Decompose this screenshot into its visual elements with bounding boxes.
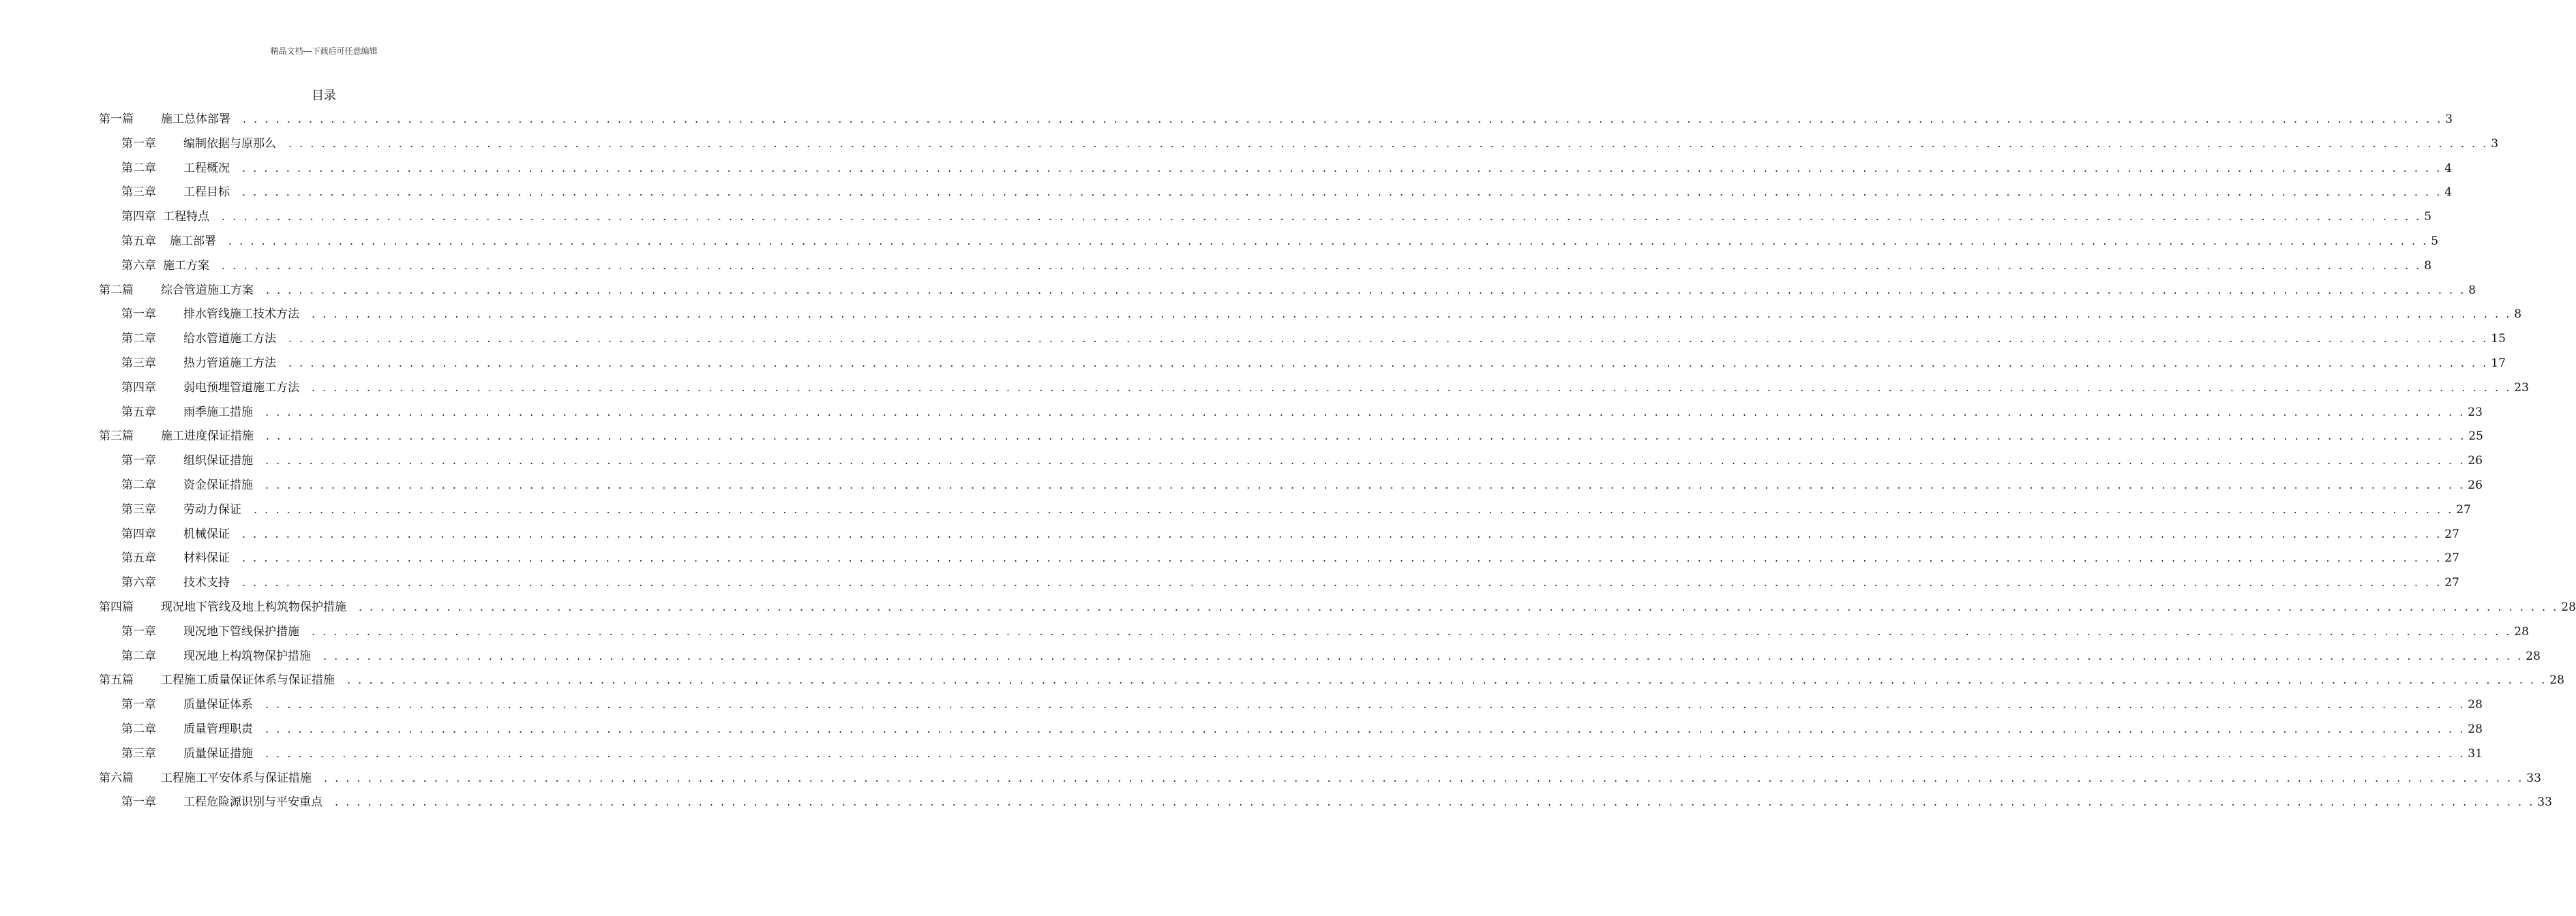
toc-entry-number: 第五章 [121,234,156,248]
toc-entry-title: 机械保证 [183,527,230,541]
toc-chapter-entry[interactable] [121,522,2459,547]
toc-leader-dots: . . . . . . . . . . . . . . . . . . . . . . . . . . . . . . . . . . . . . . . . . . . . . . . . . . . . . . . . . . . . . . . . . . . . . . . . . . . . . . . . . . . . . . . . . . . . . . . . . . . . . . . . . . . . . . . . . . . . . . . . . . . . . . . . . . . . . . . . . . . . . . . . . . . . . . . . . . . . . . . . . . . . . . . . . . . . . . . . . . . . . . . . . . . . . . . . . . . . . . . . [324,771,2524,784]
toc-part-entry[interactable] [99,424,2483,448]
toc-leader-dots: . . . . . . . . . . . . . . . . . . . . . . . . . . . . . . . . . . . . . . . . . . . . . . . . . . . . . . . . . . . . . . . . . . . . . . . . . . . . . . . . . . . . . . . . . . . . . . . . . . . . . . . . . . . . . . . . . . . . . . . . . . . . . . . . . . . . . . . . . . . . . . . . . . . . . . . . . . . . . . . . . . . . . . . . . . . . . . . . . . . . . . . . . . . . . . . . . . . . . . . . [265,478,2466,491]
toc-chapter-entry[interactable] [121,717,2483,742]
toc-page-number: 27 [2444,527,2459,541]
toc-chapter-entry[interactable] [121,156,2453,181]
toc-leader-dots: . . . . . . . . . . . . . . . . . . . . . . . . . . . . . . . . . . . . . . . . . . . . . . . . . . . . . . . . . . . . . . . . . . . . . . . . . . . . . . . . . . . . . . . . . . . . . . . . . . . . . . . . . . . . . . . . . . . . . . . . . . . . . . . . . . . . . . . . . . . . . . . . . . . . . . . . . . . . . . . . . . . . . . . . . . . . . . . . . . . . . . . . . . . . . . . . . . . . . . . . [312,624,2512,638]
toc-page-number: 8 [2424,258,2432,273]
toc-part-entry[interactable] [99,668,2564,692]
toc-entry-number: 第三篇 [99,429,134,444]
toc-leader-dots: . . . . . . . . . . . . . . . . . . . . . . . . . . . . . . . . . . . . . . . . . . . . . . . . . . . . . . . . . . . . . . . . . . . . . . . . . . . . . . . . . . . . . . . . . . . . . . . . . . . . . . . . . . . . . . . . . . . . . . . . . . . . . . . . . . . . . . . . . . . . . . . . . . . . . . . . . . . . . . . . . . . . . . . . . . . . . . . . . . . . . . . . . . . . . . . . . . . . . . . . [242,527,2442,540]
toc-entry-title: 组织保证措施 [183,454,253,468]
toc-leader-dots: . . . . . . . . . . . . . . . . . . . . . . . . . . . . . . . . . . . . . . . . . . . . . . . . . . . . . . . . . . . . . . . . . . . . . . . . . . . . . . . . . . . . . . . . . . . . . . . . . . . . . . . . . . . . . . . . . . . . . . . . . . . . . . . . . . . . . . . . . . . . . . . . . . . . . . . . . . . . . . . . . . . . . . . . . . . . . . . . . . . . . . . . . . . . . . . . . . . . . . . . [335,795,2535,809]
toc-entry-number: 第四章 [121,210,156,224]
toc-chapter-entry[interactable] [121,546,2459,570]
toc-page-number: 27 [2444,576,2459,590]
toc-page-number: 15 [2491,332,2506,346]
toc-page-number: 33 [2537,795,2552,810]
toc-entry-title: 工程特点 [163,210,209,224]
toc-entry-title: 质量保证体系 [183,698,253,712]
toc-entry-number: 第四章 [121,527,156,541]
toc-entry-title: 弱电预埋管道施工方法 [183,380,299,395]
toc-entry-title: 给水管道施工方法 [183,332,276,346]
toc-entry-number: 第二章 [121,332,156,346]
toc-chapter-entry[interactable] [121,742,2483,766]
toc-entry-title: 资金保证措施 [183,478,253,492]
toc-leader-dots: . . . . . . . . . . . . . . . . . . . . . . . . . . . . . . . . . . . . . . . . . . . . . . . . . . . . . . . . . . . . . . . . . . . . . . . . . . . . . . . . . . . . . . . . . . . . . . . . . . . . . . . . . . . . . . . . . . . . . . . . . . . . . . . . . . . . . . . . . . . . . . . . . . . . . . . . . . . . . . . . . . . . . . . . . . . . . . . . . . . . . . . . . . . . . . . . . . . . . . . . [266,283,2466,296]
toc-chapter-entry[interactable] [121,204,2432,229]
toc-entry-number: 第一章 [121,307,156,322]
toc-chapter-entry[interactable] [121,498,2471,522]
toc-entry-title: 质量保证措施 [183,746,253,761]
toc-entry-number: 第五篇 [99,673,134,688]
toc-page-number: 28 [2468,722,2483,736]
toc-page-number: 33 [2526,771,2541,785]
toc-chapter-entry[interactable] [121,254,2432,278]
toc-entry-number: 第一章 [121,795,156,810]
toc-entry-title: 雨季施工措施 [183,405,253,419]
toc-leader-dots: . . . . . . . . . . . . . . . . . . . . . . . . . . . . . . . . . . . . . . . . . . . . . . . . . . . . . . . . . . . . . . . . . . . . . . . . . . . . . . . . . . . . . . . . . . . . . . . . . . . . . . . . . . . . . . . . . . . . . . . . . . . . . . . . . . . . . . . . . . . . . . . . . . . . . . . . . . . . . . . . . . . . . . . . . . . . . . . . . . . . . . . . . . . . . . . . . . . . . . . . [222,258,2422,272]
toc-leader-dots: . . . . . . . . . . . . . . . . . . . . . . . . . . . . . . . . . . . . . . . . . . . . . . . . . . . . . . . . . . . . . . . . . . . . . . . . . . . . . . . . . . . . . . . . . . . . . . . . . . . . . . . . . . . . . . . . . . . . . . . . . . . . . . . . . . . . . . . . . . . . . . . . . . . . . . . . . . . . . . . . . . . . . . . . . . . . . . . . . . . . . . . . . . . . . . . . . . . . . . . . [312,380,2512,394]
toc-page-number: 5 [2424,210,2432,224]
toc-entry-title: 质量管理职责 [183,722,253,736]
toc-leader-dots: . . . . . . . . . . . . . . . . . . . . . . . . . . . . . . . . . . . . . . . . . . . . . . . . . . . . . . . . . . . . . . . . . . . . . . . . . . . . . . . . . . . . . . . . . . . . . . . . . . . . . . . . . . . . . . . . . . . . . . . . . . . . . . . . . . . . . . . . . . . . . . . . . . . . . . . . . . . . . . . . . . . . . . . . . . . . . . . . . . . . . . . . . . . . . . . . . . . . . . . . [222,210,2422,224]
toc-entry-number: 第五章 [121,405,156,419]
toc-entry-title: 工程目标 [183,185,230,200]
toc-leader-dots: . . . . . . . . . . . . . . . . . . . . . . . . . . . . . . . . . . . . . . . . . . . . . . . . . . . . . . . . . . . . . . . . . . . . . . . . . . . . . . . . . . . . . . . . . . . . . . . . . . . . . . . . . . . . . . . . . . . . . . . . . . . . . . . . . . . . . . . . . . . . . . . . . . . . . . . . . . . . . . . . . . . . . . . . . . . . . . . . . . . . . . . . . . . . . . . . . . . . . . . . [347,673,2547,687]
toc-leader-dots: . . . . . . . . . . . . . . . . . . . . . . . . . . . . . . . . . . . . . . . . . . . . . . . . . . . . . . . . . . . . . . . . . . . . . . . . . . . . . . . . . . . . . . . . . . . . . . . . . . . . . . . . . . . . . . . . . . . . . . . . . . . . . . . . . . . . . . . . . . . . . . . . . . . . . . . . . . . . . . . . . . . . . . . . . . . . . . . . . . . . . . . . . . . . . . . . . . . . . . . . [265,746,2466,760]
toc-entry-number: 第三章 [121,746,156,761]
toc-chapter-entry[interactable] [121,620,2529,644]
toc-entry-title: 工程危险源识别与平安重点 [183,795,323,810]
toc-page-number: 28 [2514,624,2529,639]
toc-entry-number: 第二章 [121,161,156,175]
toc-entry-number: 第二篇 [99,283,134,297]
toc-leader-dots: . . . . . . . . . . . . . . . . . . . . . . . . . . . . . . . . . . . . . . . . . . . . . . . . . . . . . . . . . . . . . . . . . . . . . . . . . . . . . . . . . . . . . . . . . . . . . . . . . . . . . . . . . . . . . . . . . . . . . . . . . . . . . . . . . . . . . . . . . . . . . . . . . . . . . . . . . . . . . . . . . . . . . . . . . . . . . . . . . . . . . . . . . . . . . . . . . . . . . . . . [265,405,2466,418]
toc-page-number: 28 [2526,649,2541,663]
toc-chapter-entry[interactable] [121,326,2506,351]
toc-entry-number: 第五章 [121,551,156,566]
toc-leader-dots: . . . . . . . . . . . . . . . . . . . . . . . . . . . . . . . . . . . . . . . . . . . . . . . . . . . . . . . . . . . . . . . . . . . . . . . . . . . . . . . . . . . . . . . . . . . . . . . . . . . . . . . . . . . . . . . . . . . . . . . . . . . . . . . . . . . . . . . . . . . . . . . . . . . . . . . . . . . . . . . . . . . . . . . . . . . . . . . . . . . . . . . . . . . . . . . . . . . . . . . . [265,722,2466,735]
toc-entry-number: 第六篇 [99,771,134,785]
toc-entry-title: 施工部署 [170,234,216,248]
toc-chapter-entry[interactable] [121,692,2483,717]
toc-chapter-entry[interactable] [121,473,2483,498]
toc-entry-title: 热力管道施工方法 [183,356,276,370]
toc-page-number: 25 [2468,429,2483,444]
toc-entry-number: 第二章 [121,478,156,492]
toc-leader-dots: . . . . . . . . . . . . . . . . . . . . . . . . . . . . . . . . . . . . . . . . . . . . . . . . . . . . . . . . . . . . . . . . . . . . . . . . . . . . . . . . . . . . . . . . . . . . . . . . . . . . . . . . . . . . . . . . . . . . . . . . . . . . . . . . . . . . . . . . . . . . . . . . . . . . . . . . . . . . . . . . . . . . . . . . . . . . . . . . . . . . . . . . . . . . . . . . . . . . . . . . [228,234,2429,247]
toc-chapter-entry[interactable] [121,644,2541,669]
toc-entry-title: 现况地上构筑物保护措施 [183,649,311,663]
toc-page-number: 4 [2444,185,2453,200]
toc-entry-title: 技术支持 [183,576,230,590]
toc-entry-number: 第四章 [121,380,156,395]
toc-page-number: 28 [2468,698,2483,712]
toc-entry-title: 劳动力保证 [183,502,241,517]
toc-leader-dots: . . . . . . . . . . . . . . . . . . . . . . . . . . . . . . . . . . . . . . . . . . . . . . . . . . . . . . . . . . . . . . . . . . . . . . . . . . . . . . . . . . . . . . . . . . . . . . . . . . . . . . . . . . . . . . . . . . . . . . . . . . . . . . . . . . . . . . . . . . . . . . . . . . . . . . . . . . . . . . . . . . . . . . . . . . . . . . . . . . . . . . . . . . . . . . . . . . . . . . . . [288,356,2489,369]
toc-chapter-entry[interactable] [121,351,2506,376]
toc-leader-dots: . . . . . . . . . . . . . . . . . . . . . . . . . . . . . . . . . . . . . . . . . . . . . . . . . . . . . . . . . . . . . . . . . . . . . . . . . . . . . . . . . . . . . . . . . . . . . . . . . . . . . . . . . . . . . . . . . . . . . . . . . . . . . . . . . . . . . . . . . . . . . . . . . . . . . . . . . . . . . . . . . . . . . . . . . . . . . . . . . . . . . . . . . . . . . . . . . . . . . . . . [265,454,2466,468]
toc-entry-title: 现况地下管线及地上构筑物保护措施 [161,600,346,614]
toc-entry-number: 第一章 [121,454,156,468]
toc-entry-number: 第六章 [121,576,156,590]
toc-page-number: 17 [2491,356,2506,370]
toc-page-number: 27 [2444,551,2459,566]
toc-entry-title: 工程施工平安体系与保证措施 [161,771,312,785]
toc-entry-number: 第一章 [121,698,156,712]
toc-entry-title: 工程施工质量保证体系与保证措施 [161,673,335,688]
toc-page-number: 8 [2514,307,2522,322]
toc-chapter-entry[interactable] [121,302,2522,326]
page-header: 精品文档---下载后可任意编辑 [270,46,378,56]
toc-entry-number: 第一章 [121,136,156,151]
toc-chapter-entry[interactable] [121,790,2552,814]
toc-entry-title: 施工总体部署 [161,112,230,126]
toc-leader-dots: . . . . . . . . . . . . . . . . . . . . . . . . . . . . . . . . . . . . . . . . . . . . . . . . . . . . . . . . . . . . . . . . . . . . . . . . . . . . . . . . . . . . . . . . . . . . . . . . . . . . . . . . . . . . . . . . . . . . . . . . . . . . . . . . . . . . . . . . . . . . . . . . . . . . . . . . . . . . . . . . . . . . . . . . . . . . . . . . . . . . . . . . . . . . . . . . . . . . . . . . [323,649,2523,662]
toc-leader-dots: . . . . . . . . . . . . . . . . . . . . . . . . . . . . . . . . . . . . . . . . . . . . . . . . . . . . . . . . . . . . . . . . . . . . . . . . . . . . . . . . . . . . . . . . . . . . . . . . . . . . . . . . . . . . . . . . . . . . . . . . . . . . . . . . . . . . . . . . . . . . . . . . . . . . . . . . . . . . . . . . . . . . . . . . . . . . . . . . . . . . . . . . . . . . . . . . . . . . . . . . [288,332,2489,346]
toc-entry-title: 排水管线施工技术方法 [183,307,299,322]
toc-page-number: 28 [2561,600,2576,614]
toc-leader-dots: . . . . . . . . . . . . . . . . . . . . . . . . . . . . . . . . . . . . . . . . . . . . . . . . . . . . . . . . . . . . . . . . . . . . . . . . . . . . . . . . . . . . . . . . . . . . . . . . . . . . . . . . . . . . . . . . . . . . . . . . . . . . . . . . . . . . . . . . . . . . . . . . . . . . . . . . . . . . . . . . . . . . . . . . . . . . . . . . . . . . . . . . . . . . . . . . . . . . . . . . [242,576,2442,590]
toc-entry-number: 第四篇 [99,600,134,614]
toc-entry-title: 材料保证 [183,551,230,566]
toc-page-number: 26 [2468,454,2483,468]
toc-entry-number: 第三章 [121,185,156,200]
toc-leader-dots: . . . . . . . . . . . . . . . . . . . . . . . . . . . . . . . . . . . . . . . . . . . . . . . . . . . . . . . . . . . . . . . . . . . . . . . . . . . . . . . . . . . . . . . . . . . . . . . . . . . . . . . . . . . . . . . . . . . . . . . . . . . . . . . . . . . . . . . . . . . . . . . . . . . . . . . . . . . . . . . . . . . . . . . . . . . . . . . . . . . . . . . . . . . . . . . . . . . . . . . . [359,600,2559,613]
toc-entry-title: 编制依据与原那么 [183,136,276,151]
toc-page-number: 5 [2431,234,2439,248]
toc-chapter-entry[interactable] [121,229,2439,254]
toc-chapter-entry[interactable] [121,570,2459,595]
toc-entry-number: 第一篇 [99,112,134,126]
toc-page-number: 23 [2514,380,2529,395]
toc-page-number: 31 [2468,746,2483,761]
toc-leader-dots: . . . . . . . . . . . . . . . . . . . . . . . . . . . . . . . . . . . . . . . . . . . . . . . . . . . . . . . . . . . . . . . . . . . . . . . . . . . . . . . . . . . . . . . . . . . . . . . . . . . . . . . . . . . . . . . . . . . . . . . . . . . . . . . . . . . . . . . . . . . . . . . . . . . . . . . . . . . . . . . . . . . . . . . . . . . . . . . . . . . . . . . . . . . . . . . . . . . . . . . . [243,112,2443,125]
toc-chapter-entry[interactable] [121,180,2453,204]
toc-page-number: 4 [2444,161,2453,175]
toc-entry-title: 工程概况 [183,161,230,175]
toc-leader-dots: . . . . . . . . . . . . . . . . . . . . . . . . . . . . . . . . . . . . . . . . . . . . . . . . . . . . . . . . . . . . . . . . . . . . . . . . . . . . . . . . . . . . . . . . . . . . . . . . . . . . . . . . . . . . . . . . . . . . . . . . . . . . . . . . . . . . . . . . . . . . . . . . . . . . . . . . . . . . . . . . . . . . . . . . . . . . . . . . . . . . . . . . . . . . . . . . . . . . . . . . [242,161,2442,174]
toc-leader-dots: . . . . . . . . . . . . . . . . . . . . . . . . . . . . . . . . . . . . . . . . . . . . . . . . . . . . . . . . . . . . . . . . . . . . . . . . . . . . . . . . . . . . . . . . . . . . . . . . . . . . . . . . . . . . . . . . . . . . . . . . . . . . . . . . . . . . . . . . . . . . . . . . . . . . . . . . . . . . . . . . . . . . . . . . . . . . . . . . . . . . . . . . . . . . . . . . . . . . . . . . [312,307,2512,321]
toc-chapter-entry[interactable] [121,376,2529,400]
toc-page-number: 8 [2468,283,2476,297]
toc-entry-number: 第一章 [121,624,156,639]
toc-leader-dots: . . . . . . . . . . . . . . . . . . . . . . . . . . . . . . . . . . . . . . . . . . . . . . . . . . . . . . . . . . . . . . . . . . . . . . . . . . . . . . . . . . . . . . . . . . . . . . . . . . . . . . . . . . . . . . . . . . . . . . . . . . . . . . . . . . . . . . . . . . . . . . . . . . . . . . . . . . . . . . . . . . . . . . . . . . . . . . . . . . . . . . . . . . . . . . . . . . . . . . . . [288,136,2489,150]
toc-leader-dots: . . . . . . . . . . . . . . . . . . . . . . . . . . . . . . . . . . . . . . . . . . . . . . . . . . . . . . . . . . . . . . . . . . . . . . . . . . . . . . . . . . . . . . . . . . . . . . . . . . . . . . . . . . . . . . . . . . . . . . . . . . . . . . . . . . . . . . . . . . . . . . . . . . . . . . . . . . . . . . . . . . . . . . . . . . . . . . . . . . . . . . . . . . . . . . . . . . . . . . . . [265,698,2466,712]
toc-chapter-entry[interactable] [121,132,2499,156]
toc-page-number: 3 [2445,112,2453,126]
toc-page-number: 26 [2468,478,2483,492]
toc-chapter-entry[interactable] [121,448,2483,473]
toc-entry-number: 第三章 [121,356,156,370]
toc-entry-number: 第六章 [121,258,156,273]
toc-page-number: 3 [2491,136,2499,151]
toc-part-entry[interactable] [99,595,2576,620]
toc-chapter-entry[interactable] [121,400,2483,425]
toc-entry-title: 施工进度保证措施 [161,429,254,444]
toc-leader-dots: . . . . . . . . . . . . . . . . . . . . . . . . . . . . . . . . . . . . . . . . . . . . . . . . . . . . . . . . . . . . . . . . . . . . . . . . . . . . . . . . . . . . . . . . . . . . . . . . . . . . . . . . . . . . . . . . . . . . . . . . . . . . . . . . . . . . . . . . . . . . . . . . . . . . . . . . . . . . . . . . . . . . . . . . . . . . . . . . . . . . . . . . . . . . . . . . . . . . . . . . [242,551,2442,565]
toc-page-number: 23 [2468,405,2483,419]
toc-page-number: 28 [2549,673,2564,688]
toc-entry-number: 第二章 [121,649,156,663]
toc-title: 目录 [312,89,336,103]
toc-part-entry[interactable] [99,278,2476,303]
toc-entry-number: 第二章 [121,722,156,736]
toc-leader-dots: . . . . . . . . . . . . . . . . . . . . . . . . . . . . . . . . . . . . . . . . . . . . . . . . . . . . . . . . . . . . . . . . . . . . . . . . . . . . . . . . . . . . . . . . . . . . . . . . . . . . . . . . . . . . . . . . . . . . . . . . . . . . . . . . . . . . . . . . . . . . . . . . . . . . . . . . . . . . . . . . . . . . . . . . . . . . . . . . . . . . . . . . . . . . . . . . . . . . . . . . [266,429,2466,443]
toc-entry-title: 施工方案 [163,258,209,273]
toc-page-number: 27 [2456,502,2471,517]
toc-leader-dots: . . . . . . . . . . . . . . . . . . . . . . . . . . . . . . . . . . . . . . . . . . . . . . . . . . . . . . . . . . . . . . . . . . . . . . . . . . . . . . . . . . . . . . . . . . . . . . . . . . . . . . . . . . . . . . . . . . . . . . . . . . . . . . . . . . . . . . . . . . . . . . . . . . . . . . . . . . . . . . . . . . . . . . . . . . . . . . . . . . . . . . . . . . . . . . . . . . . . . . . . [254,502,2454,516]
toc-entry-number: 第三章 [121,502,156,517]
toc-part-entry[interactable] [99,766,2541,791]
toc-leader-dots: . . . . . . . . . . . . . . . . . . . . . . . . . . . . . . . . . . . . . . . . . . . . . . . . . . . . . . . . . . . . . . . . . . . . . . . . . . . . . . . . . . . . . . . . . . . . . . . . . . . . . . . . . . . . . . . . . . . . . . . . . . . . . . . . . . . . . . . . . . . . . . . . . . . . . . . . . . . . . . . . . . . . . . . . . . . . . . . . . . . . . . . . . . . . . . . . . . . . . . . . [242,185,2442,199]
toc-part-entry[interactable] [99,107,2453,132]
toc-entry-title: 现况地下管线保护措施 [183,624,299,639]
toc-entry-title: 综合管道施工方案 [161,283,254,297]
